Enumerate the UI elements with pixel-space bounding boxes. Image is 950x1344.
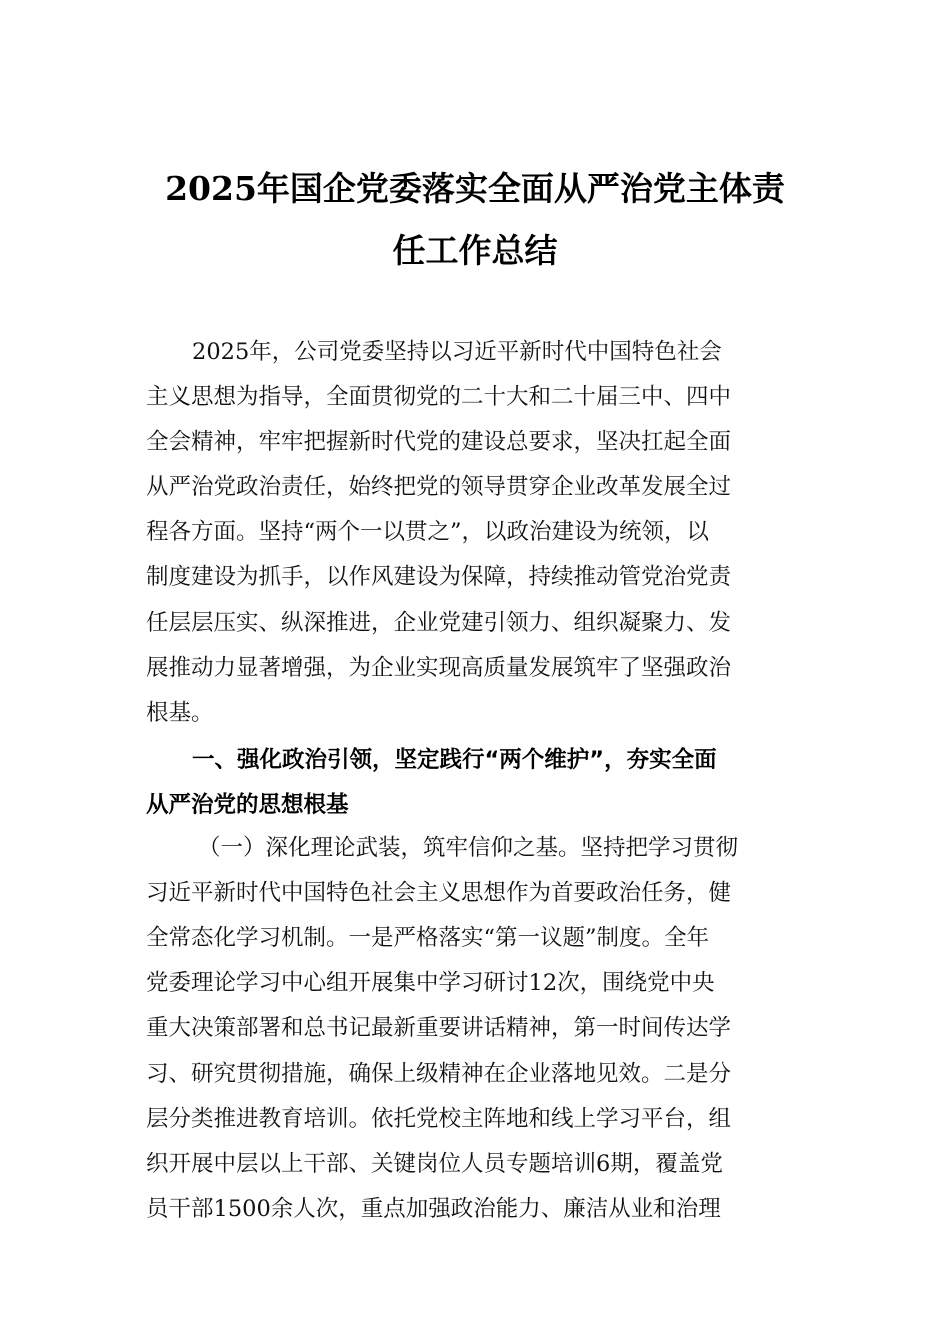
intro-line-2: 主义思想为指导，全面贯彻党的二十大和二十届三中、四中	[146, 384, 732, 411]
subsection-line-1: （一）深化理论武装，筑牢信仰之基。坚持把学习贯彻	[198, 835, 739, 862]
section-1-subsection-1	[146, 826, 808, 1232]
section-1-heading-line-1: 一、强化政治引领，坚定践行“两个维护”，夯实全面	[192, 746, 717, 773]
title-line-1: 2025年国企党委落实全面从严治党主体责	[165, 169, 785, 208]
intro-line-5: 程各方面。坚持“两个一以贯之”，以政治建设为统领，以	[146, 519, 710, 546]
intro-line-8: 展推动力显著增强，为企业实现高质量发展筑牢了坚强政治	[146, 654, 732, 681]
document-title	[140, 158, 810, 282]
subsection-line-3: 全常态化学习机制。一是严格落实“第一议题”制度。全年	[146, 925, 710, 952]
intro-line-1: 2025年，公司党委坚持以习近平新时代中国特色社会	[192, 339, 722, 365]
section-1-heading	[146, 738, 808, 828]
title-line-2: 任工作总结	[392, 231, 558, 270]
intro-paragraph	[146, 330, 808, 736]
document-body	[146, 330, 808, 1232]
subsection-line-7: 层分类推进教育培训。依托党校主阵地和线上学习平台，组	[146, 1105, 732, 1132]
subsection-line-5: 重大决策部署和总书记最新重要讲话精神，第一时间传达学	[146, 1015, 732, 1042]
subsection-line-6: 习、研究贯彻措施，确保上级精神在企业落地见效。二是分	[146, 1060, 732, 1087]
intro-line-3: 全会精神，牢牢把握新时代党的建设总要求，坚决扛起全面	[146, 429, 732, 456]
intro-line-4: 从严治党政治责任，始终把党的领导贯穿企业改革发展全过	[146, 474, 732, 501]
subsection-line-2: 习近平新时代中国特色社会主义思想作为首要政治任务，健	[146, 880, 732, 907]
subsection-line-8: 织开展中层以上干部、关键岗位人员专题培训6期，覆盖党	[146, 1150, 723, 1177]
subsection-line-4: 党委理论学习中心组开展集中学习研讨12次，围绕党中央	[146, 970, 715, 997]
intro-line-6: 制度建设为抓手，以作风建设为保障，持续推动管党治党责	[146, 564, 732, 591]
subsection-line-9: 员干部1500余人次，重点加强政治能力、廉洁从业和治理	[146, 1195, 721, 1222]
intro-line-9: 根基。	[146, 699, 214, 726]
intro-line-7: 任层层压实、纵深推进，企业党建引领力、组织凝聚力、发	[146, 609, 732, 636]
section-1-heading-line-2: 从严治党的思想根基	[146, 791, 349, 818]
